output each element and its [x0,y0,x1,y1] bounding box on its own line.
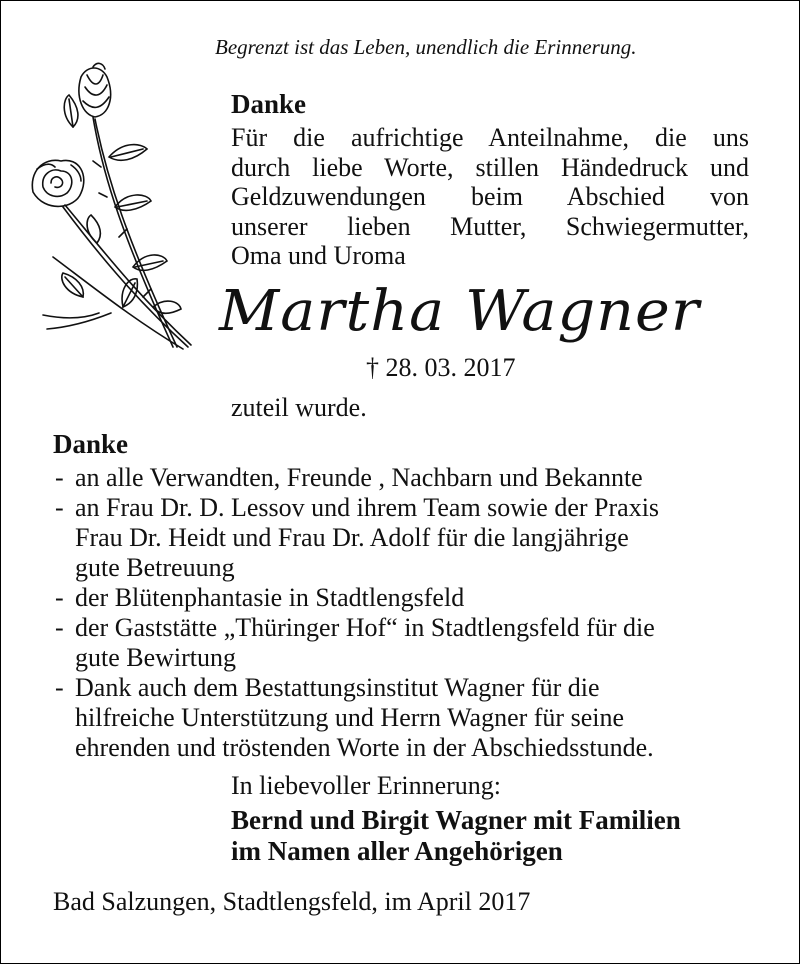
intro-line: Für die aufrichtige Anteilnahme, die uns [231,123,749,152]
list-item [55,463,755,493]
motto: Begrenzt ist das Leben, unendlich die Erinnerung. [215,35,637,59]
list-dash: - [55,583,64,612]
list-dash: - [55,613,64,642]
signature-line-1: Bernd und Birgit Wagner mit Familien [231,805,681,835]
intro-line: Geldzuwendungen beim Abschied von [231,182,749,211]
intro-line: unserer lieben Mutter, Schwiegermutter, [231,211,749,241]
list-dash: - [55,673,64,702]
thanks-list [55,463,755,763]
death-date: † 28. 03. 2017 [366,353,516,382]
heading-danke-2: Danke [53,429,129,459]
list-item-line: Frau Dr. Heidt und Frau Dr. Adolf für die langjährige [75,523,629,552]
signature-names [231,805,681,867]
list-item-line: an Frau Dr. D. Lessov und ihrem Team sowie der Praxis [75,493,660,522]
list-item [55,583,755,613]
list-dash: - [55,463,64,492]
list-item-line: gute Betreuung [75,553,235,582]
list-item [55,613,755,673]
list-item [55,673,755,763]
intro-text [231,123,749,271]
rose-icon [23,57,203,357]
heading-danke-1: Danke [231,89,307,119]
intro-end: zuteil wurde. [231,393,367,422]
signature-line-2: im Namen aller Angehörigen [231,836,563,866]
list-item-line: gute Bewirtung [75,643,237,672]
place-date: Bad Salzungen, Stadtlengsfeld, im April 2017 [53,887,531,916]
list-item-line: ehrenden und tröstenden Worte in der Abschiedsstunde. [75,733,654,762]
list-item-line: der Gaststätte „Thüringer Hof“ in Stadtlengsfeld für die [75,613,655,642]
list-dash: - [55,493,64,522]
list-item-line: Dank auch dem Bestattungsinstitut Wagner für die [75,673,600,702]
deceased-name: Martha Wagner [219,279,701,344]
intro-line: durch liebe Worte, stillen Händedruck und [231,152,749,182]
list-item-line: an alle Verwandten, Freunde , Nachbarn und Bekannte [75,463,643,492]
list-item-line: hilfreiche Unterstützung und Herrn Wagner für seine [75,703,625,732]
intro-line: Oma und Uroma [231,241,406,270]
list-item [55,493,755,583]
signature-intro: In liebevoller Erinnerung: [231,771,502,800]
list-item-line: der Blütenphantasie in Stadtlengsfeld [75,583,465,612]
